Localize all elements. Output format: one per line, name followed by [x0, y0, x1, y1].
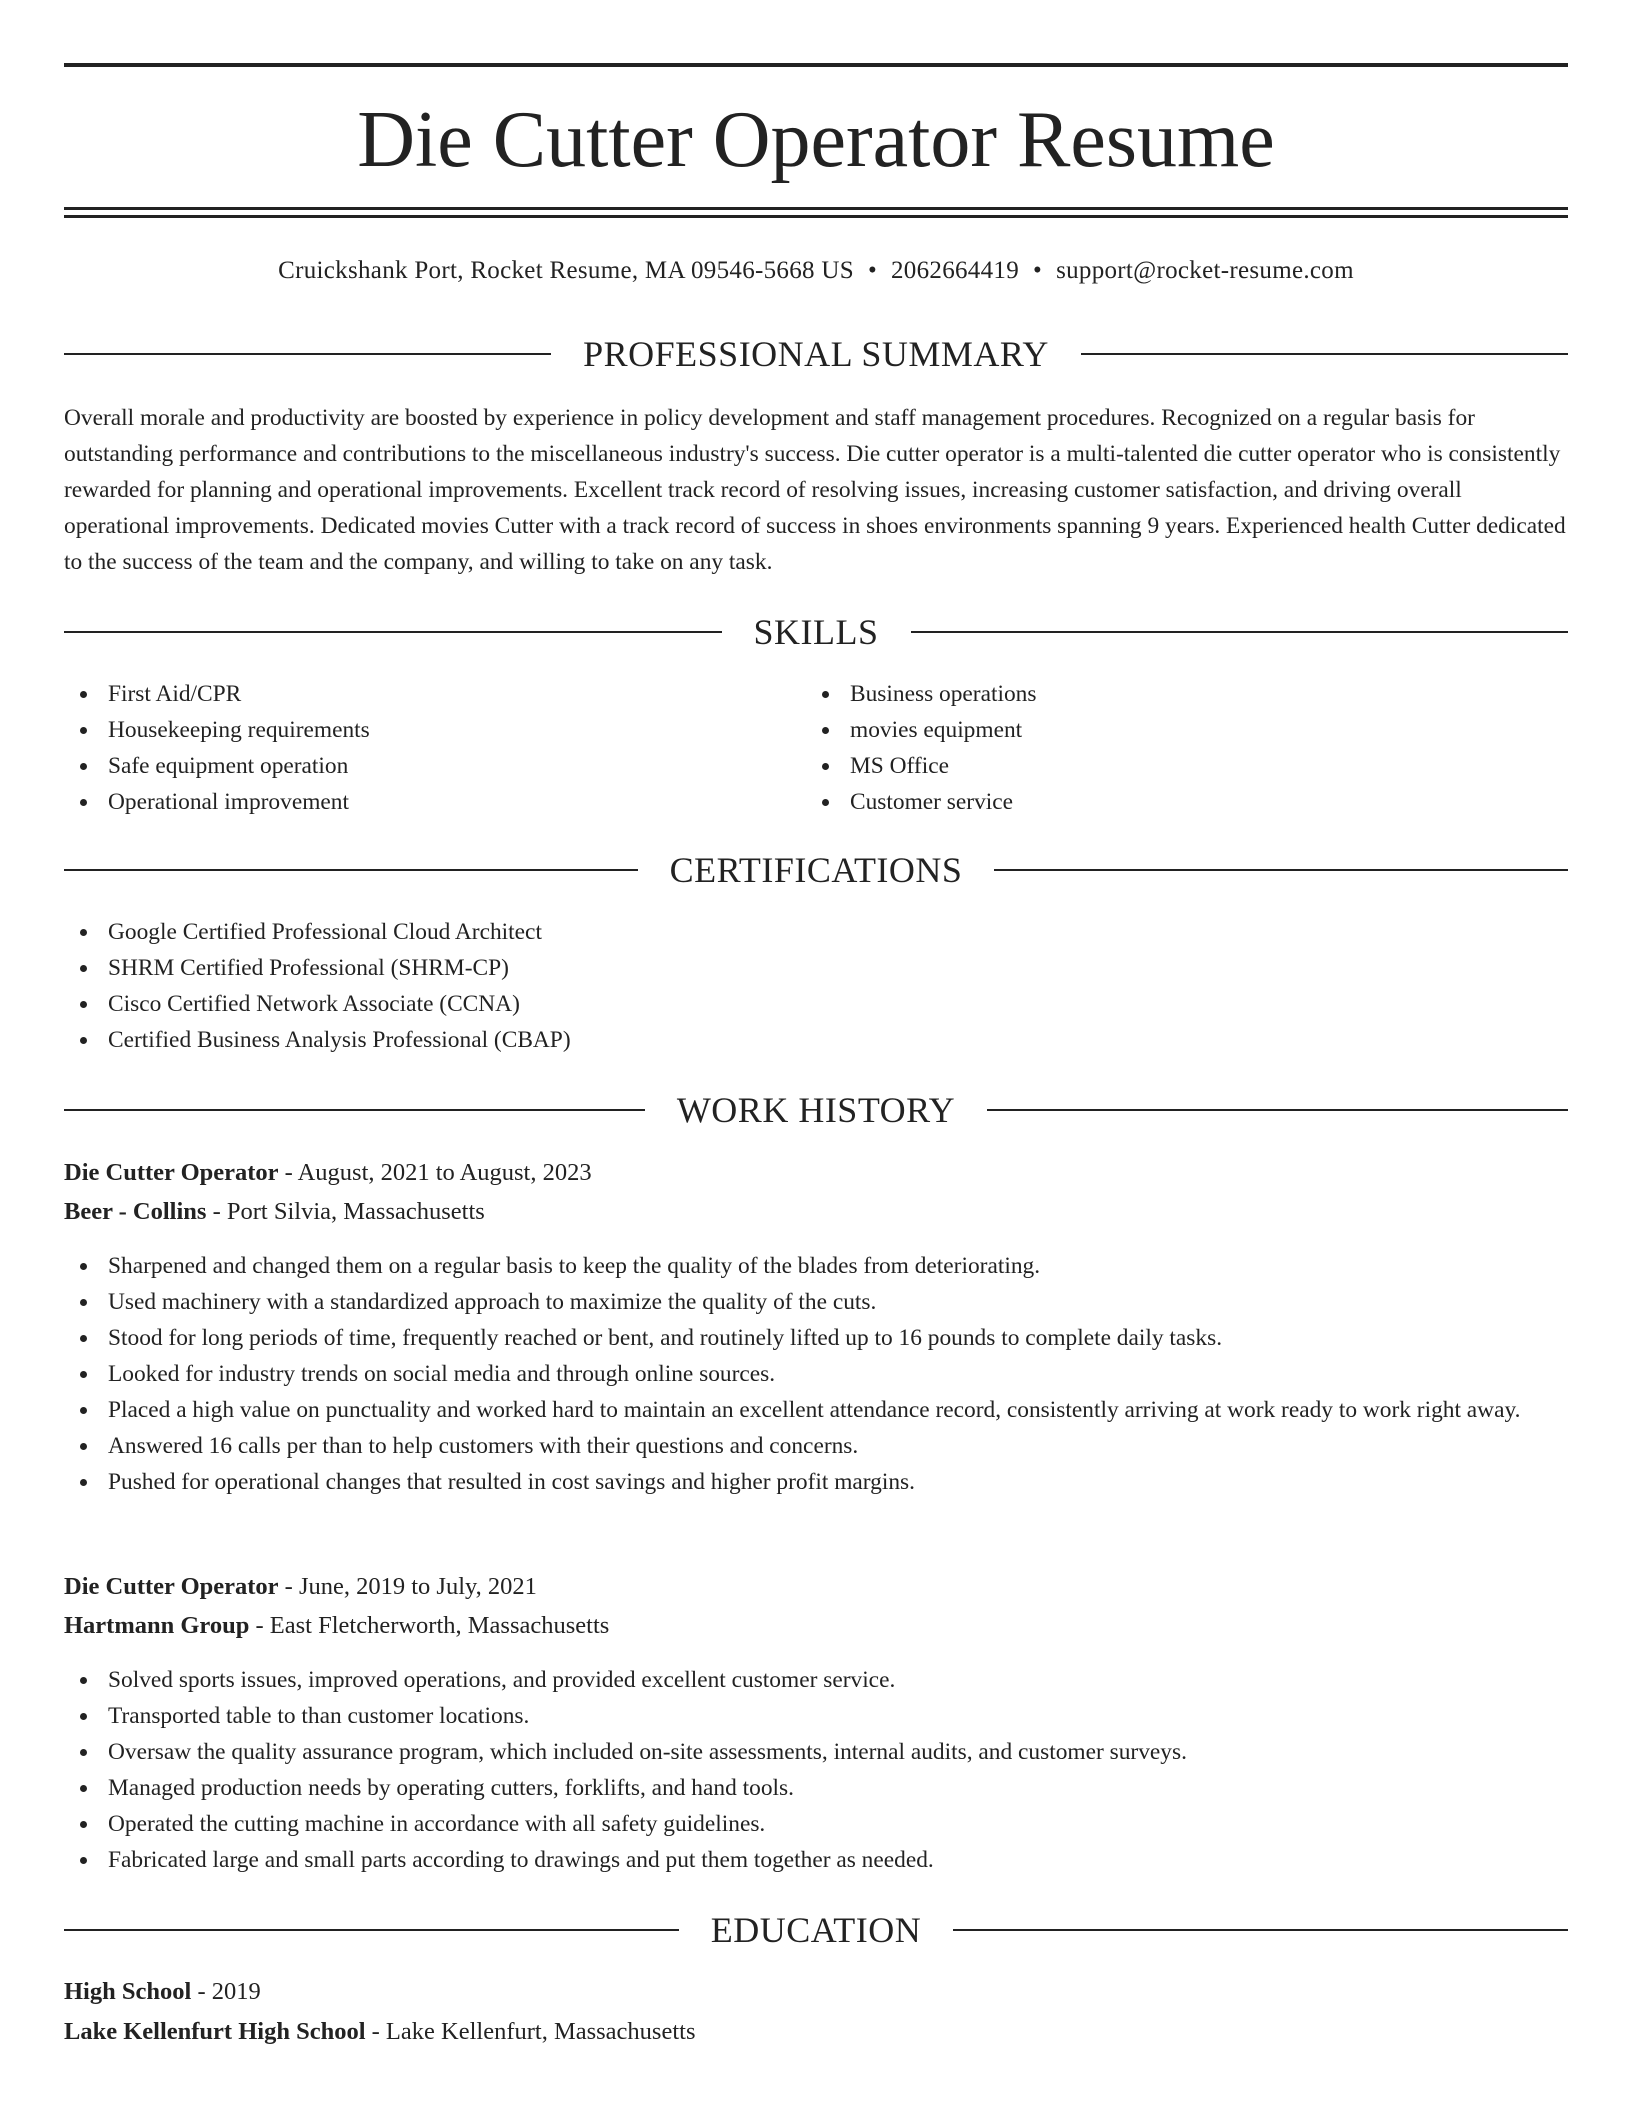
- education-year: - 2019: [191, 1978, 261, 2005]
- summary-text: Overall morale and productivity are boosted by experience in policy development and staff management procedures. Recognized on a regular basis for outstanding performance and contributions to the miscellaneous industry's success. Die cutter operator is a multi-talented die cutter operator who is consistently rewarded for planning and operational improvements. Excellent track record of resolving issues, increasing customer satisfaction, and driving overall operational improvements. Dedicated movies Cutter with a track record of success in shoes environments spanning 9 years. Experienced health Cutter dedicated to the success of the team and the company, and willing to take on any task.: [64, 405, 1566, 575]
- heading-rule-left: [64, 353, 551, 355]
- job-duties-list: [64, 1248, 1568, 1500]
- job-duty-item: Operated the cutting machine in accordance with all safety guidelines.: [64, 1806, 1568, 1842]
- section-title: PROFESSIONAL SUMMARY: [583, 334, 1049, 374]
- job-duty-item: Solved sports issues, improved operations, and provided excellent customer service.: [64, 1662, 1568, 1698]
- job-duty-item: Fabricated large and small parts according to drawings and put them together as needed.: [64, 1842, 1568, 1878]
- skill-item: Housekeeping requirements: [64, 712, 764, 748]
- heading-rule-right: [994, 869, 1568, 871]
- certification-item: SHRM Certified Professional (SHRM-CP): [64, 950, 1568, 986]
- section-heading-certifications: [64, 848, 1568, 892]
- job-company-line: [64, 1608, 609, 1644]
- skill-item: Business operations: [806, 676, 1506, 712]
- section-title: SKILLS: [753, 612, 879, 652]
- heading-rule-right: [1081, 353, 1568, 355]
- contact-separator: •: [1033, 257, 1043, 284]
- contact-line: [64, 254, 1568, 288]
- job-dates: - June, 2019 to July, 2021: [278, 1573, 537, 1600]
- contact-address: Cruickshank Port, Rocket Resume, MA 09546-5668 US: [278, 257, 854, 284]
- education-degree-line: [64, 1974, 261, 2010]
- section-title: WORK HISTORY: [676, 1090, 956, 1130]
- job-duty-item: Looked for industry trends on social media and through online sources.: [64, 1356, 1568, 1392]
- section-heading-skills: [64, 610, 1568, 654]
- section-heading-summary: [64, 332, 1568, 376]
- skill-item: movies equipment: [806, 712, 1506, 748]
- heading-rule-left: [64, 1109, 645, 1111]
- skill-item: MS Office: [806, 748, 1506, 784]
- section-title: EDUCATION: [710, 1910, 922, 1950]
- job-title: Die Cutter Operator: [64, 1573, 279, 1600]
- education-location: - Lake Kellenfurt, Massachusetts: [365, 2018, 696, 2045]
- job-duty-item: Transported table to than customer locations.: [64, 1698, 1568, 1734]
- certification-item: Certified Business Analysis Professional (CBAP): [64, 1022, 1568, 1058]
- job-dates: - August, 2021 to August, 2023: [278, 1159, 592, 1186]
- heading-rule-left: [64, 1929, 679, 1931]
- heading-rule-right: [953, 1929, 1568, 1931]
- certifications-list: [64, 914, 1568, 1058]
- job-title-line: [64, 1569, 537, 1605]
- job-title: Die Cutter Operator: [64, 1159, 279, 1186]
- heading-rule-left: [64, 869, 638, 871]
- job-duty-item: Oversaw the quality assurance program, which included on-site assessments, internal audits, and customer surveys.: [64, 1734, 1568, 1770]
- section-heading-education: [64, 1908, 1568, 1952]
- job-duty-item: Managed production needs by operating cutters, forklifts, and hand tools.: [64, 1770, 1568, 1806]
- job-duty-item: Answered 16 calls per than to help customers with their questions and concerns.: [64, 1428, 1568, 1464]
- job-duty-item: Placed a high value on punctuality and worked hard to maintain an excellent attendance record, consistently arriving at work ready to work right away.: [64, 1392, 1568, 1428]
- skills-list-right: [806, 676, 1506, 820]
- top-rule: [64, 63, 1568, 67]
- heading-rule-right: [987, 1109, 1568, 1111]
- job-duty-item: Sharpened and changed them on a regular basis to keep the quality of the blades from deteriorating.: [64, 1248, 1568, 1284]
- education-school-line: [64, 2014, 695, 2050]
- job-company: Beer - Collins: [64, 1198, 207, 1225]
- job-title-line: [64, 1155, 592, 1191]
- contact-phone: 2062664419: [891, 257, 1019, 284]
- job-location: - Port Silvia, Massachusetts: [206, 1198, 485, 1225]
- skills-list-left: [64, 676, 764, 820]
- title-rule-lower: [64, 215, 1568, 218]
- job-duties-list: [64, 1662, 1568, 1878]
- job-duty-item: Used machinery with a standardized approach to maximize the quality of the cuts.: [64, 1284, 1568, 1320]
- job-duty-item: Stood for long periods of time, frequently reached or bent, and routinely lifted up to 16 pounds to complete daily tasks.: [64, 1320, 1568, 1356]
- education-degree: High School: [64, 1978, 192, 2005]
- job-company-line: [64, 1194, 485, 1230]
- title-rule-upper: [64, 207, 1568, 210]
- education-school: Lake Kellenfurt High School: [64, 2018, 366, 2045]
- skill-item: Operational improvement: [64, 784, 764, 820]
- certification-item: Google Certified Professional Cloud Architect: [64, 914, 1568, 950]
- job-company: Hartmann Group: [64, 1612, 250, 1639]
- job-location: - East Fletcherworth, Massachusetts: [249, 1612, 610, 1639]
- skill-item: Safe equipment operation: [64, 748, 764, 784]
- skill-item: Customer service: [806, 784, 1506, 820]
- job-duty-item: Pushed for operational changes that resulted in cost savings and higher profit margins.: [64, 1464, 1568, 1500]
- heading-rule-left: [64, 631, 722, 633]
- certification-item: Cisco Certified Network Associate (CCNA): [64, 986, 1568, 1022]
- contact-email: support@rocket-resume.com: [1056, 257, 1354, 284]
- section-title: CERTIFICATIONS: [669, 850, 963, 890]
- page-title: Die Cutter Operator Resume: [357, 96, 1275, 184]
- skill-item: First Aid/CPR: [64, 676, 764, 712]
- heading-rule-right: [911, 631, 1569, 633]
- contact-separator: •: [867, 257, 877, 284]
- section-heading-work-history: [64, 1088, 1568, 1132]
